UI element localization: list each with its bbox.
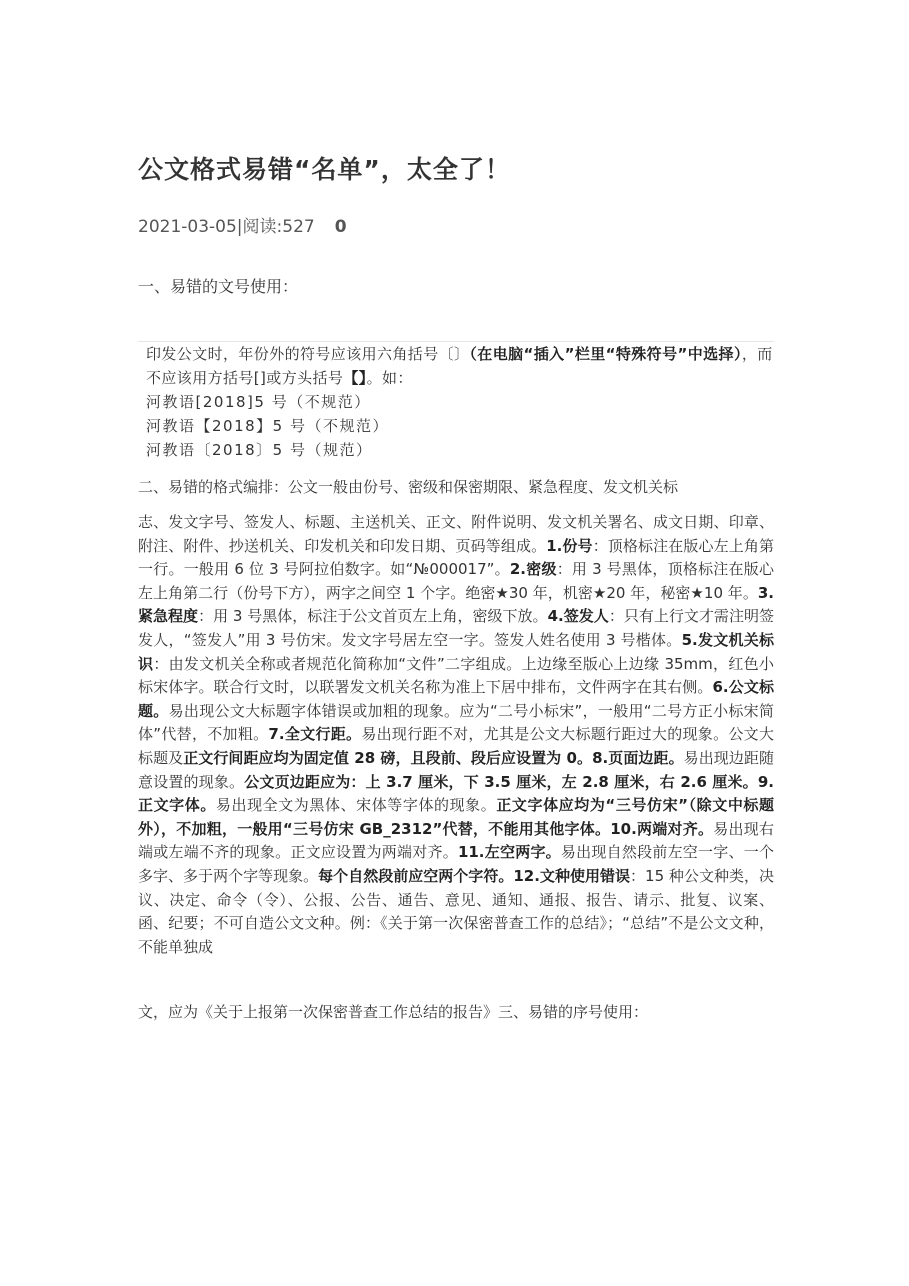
body-text: 易出现自然段前左空一字、一个多字、多于两个字等现象。	[138, 843, 774, 885]
example-line-2: 河教语【2018】5 号（不规范）	[146, 417, 389, 435]
body-bold: 1.份号	[546, 536, 593, 555]
body-paragraph	[138, 511, 774, 959]
body-bold: 每个自然段前应空两个字符。12.文种使用错误	[318, 866, 631, 885]
body-text: ：顶格标注在版心左上角第一行。一般用 6 位 3 号阿拉伯数字。如“№000017”。	[138, 536, 774, 579]
body-text: ：只有上行文才需注明签发人，“签发人”用 3 号仿宋。发文字号居左空一字。签发人姓名使用 3 号楷体。	[138, 607, 774, 649]
like-count[interactable]: 0	[334, 217, 347, 237]
body-text: 易出现全文为黑体、宋体等字体的现象。	[215, 796, 497, 815]
quote-bold-1: （在电脑“插入”栏里“特殊符号”中选择）	[469, 345, 742, 363]
article-title: 公文格式易错“名单”，太全了！	[138, 155, 511, 184]
body-bold: 11.左空两字。	[457, 843, 561, 862]
body-bold: 7.全文行距。	[268, 725, 362, 744]
quote-text-2: ，而不应该用方括号[]或方头括号	[146, 345, 773, 387]
body-text: ：由发文机关全称或者规范化简称加“文件”二字组成。上边缘至版心上边缘 35mm，红色小标宋体字。联合行文时，以联署发文机关名称为准上下居中排布，文件两字在其右侧。	[138, 654, 774, 697]
example-line-1: 河教语[2018]5 号（不规范）	[146, 393, 371, 411]
quote-bold-2: 【】	[343, 369, 367, 387]
body-text: 易出现行距不对，尤其是公文大标题行距过大的现象。公文大标题及	[138, 725, 774, 767]
body-text: 易出现右端或左端不齐的现象。正文应设置为两端对齐。	[138, 819, 774, 862]
body-text: ：用 3 号黑体，标注于公文首页左上角，密级下放。	[198, 607, 548, 626]
body-bold: 3.紧急程度	[138, 583, 774, 626]
publish-date: 2021-03-05	[138, 217, 237, 237]
body-bold: 正文字体应均为“三号仿宋”（除文中标题外），不加粗，一般用“三号仿宋 GB_2312”代替，不能用其他字体。10.两端对齐。	[138, 796, 774, 838]
body-text: 志、发文字号、签发人、标题、主送机关、正文、附件说明、发文机关署名、成文日期、印章、附注、附件、抄送机关、印发机关和印发日期、页码等组成。	[138, 513, 774, 555]
body-bold: 6.公文标题。	[138, 678, 774, 720]
body-bold: 2.密级	[509, 560, 557, 579]
read-count: 阅读:527	[242, 217, 315, 237]
quote-text-3: 。如：	[366, 369, 413, 387]
meta-separator: |	[236, 217, 243, 237]
body-text: ：用 3 号黑体，顶格标注在版心左上角第二行（份号下方），两字之间空 1 个字。绝密★30 年，机密★20 年，秘密★10 年。	[138, 560, 774, 602]
section-heading-1: 一、易错的文号使用：	[138, 277, 299, 296]
closing-line: 文，应为《关于上报第一次保密普查工作总结的报告》三、易错的序号使用：	[138, 1003, 649, 1021]
section-heading-2: 二、易错的格式编排：公文一般由份号、密级和保密期限、紧急程度、发文机关标	[138, 478, 679, 496]
quote-lead	[146, 342, 774, 390]
example-line-3: 河教语〔2018〕5 号（规范）	[146, 441, 373, 459]
body-bold: 公文页边距应为：上 3.7 厘米，下 3.5 厘米，左 2.8 厘米，右 2.6 厘米。9.正文字体。	[138, 772, 774, 815]
body-text: 易出现公文大标题字体错误或加粗的现象。应为“二号小标宋”，一般用“二号方正小标宋简体”代替，不加粗。	[138, 701, 774, 744]
body-text: ：15 种公文种类，决议、决定、命令（令）、公报、公告、通告、意见、通知、通报、报告、请示、批复、议案、函、纪要；不可自造公文文种。例：《关于第一次保密普查工作的总结》；“总结”不是公文文种，不能单独成	[138, 866, 774, 956]
article-meta	[138, 212, 347, 237]
quote-block	[138, 341, 774, 462]
body-bold: 正文行间距应均为固定值 28 磅，且段前、段后应设置为 0。8.页面边距。	[183, 748, 684, 767]
quote-text-1: 印发公文时，年份外的符号应该用六角括号〔〕	[146, 345, 470, 363]
body-bold: 5.发文机关标识	[138, 630, 774, 673]
body-bold: 4.签发人	[547, 607, 609, 626]
body-text: 易出现边距随意设置的现象。	[138, 748, 774, 791]
